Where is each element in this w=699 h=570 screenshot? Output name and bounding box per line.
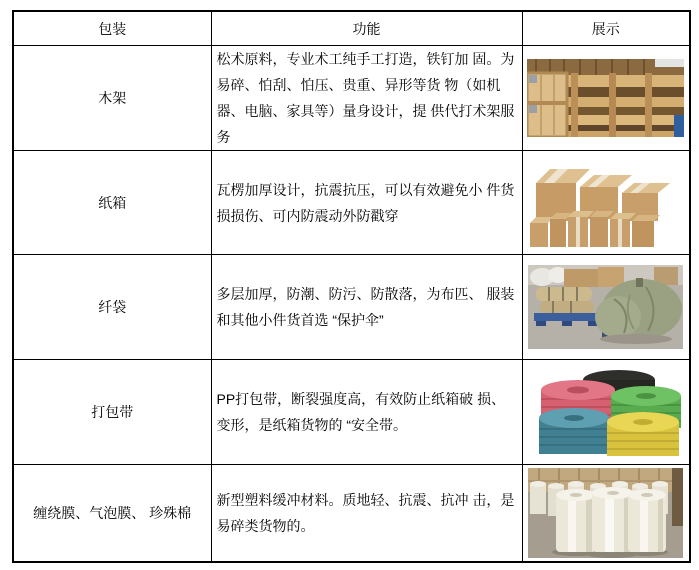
packaging-name: 打包带 bbox=[13, 360, 211, 465]
woven-bags-photo bbox=[528, 265, 683, 349]
packaging-function: 新型塑料缓冲材料。质地轻、抗震、抗冲 击，是易碎类货物的。 bbox=[211, 465, 522, 562]
photo-cell bbox=[522, 151, 690, 255]
packaging-name: 缠绕膜、气泡膜、 珍殊棉 bbox=[13, 465, 211, 562]
film-rolls-photo bbox=[528, 468, 683, 558]
photo-cell bbox=[522, 465, 690, 562]
header-row bbox=[13, 11, 690, 46]
column-header-display: 展示 bbox=[522, 11, 690, 46]
column-header-packaging: 包装 bbox=[13, 11, 211, 46]
packaging-table-container bbox=[12, 10, 691, 563]
wooden-crates-photo bbox=[527, 59, 684, 137]
packaging-name: 纤袋 bbox=[13, 255, 211, 360]
packaging-name: 木架 bbox=[13, 46, 211, 151]
photo-cell bbox=[522, 255, 690, 360]
table-row-films bbox=[13, 465, 690, 562]
column-header-function: 功能 bbox=[211, 11, 522, 46]
photo-cell bbox=[522, 360, 690, 465]
table-row-carton bbox=[13, 151, 690, 255]
cardboard-boxes-photo bbox=[524, 153, 687, 253]
photo-cell bbox=[522, 46, 690, 151]
packaging-function: 多层加厚，防潮、防污、防散落，为布匹、 服装和其他小件货首选 “保护伞” bbox=[211, 255, 522, 360]
table-row-strapping bbox=[13, 360, 690, 465]
table-row-fiber-bag bbox=[13, 255, 690, 360]
packaging-name: 纸箱 bbox=[13, 151, 211, 255]
table-row-wooden-frame bbox=[13, 46, 690, 151]
packaging-function: 瓦楞加厚设计，抗震抗压，可以有效避免小 件货损损伤、可内防震动外防戳穿 bbox=[211, 151, 522, 255]
packaging-table bbox=[12, 10, 691, 563]
packaging-function: 松术原料，专业术工纯手工打造，铁钉加 固。为易碎、怕刮、怕压、贵重、异形等货 物（如机器、电脑、家具等）量身设计，提 供代打术架服务 bbox=[211, 46, 522, 151]
packaging-function: PP打包带，断裂强度高，有效防止纸箱破 损、变形，是纸箱货物的 “安全带。 bbox=[211, 360, 522, 465]
strapping-rolls-photo bbox=[527, 366, 684, 458]
